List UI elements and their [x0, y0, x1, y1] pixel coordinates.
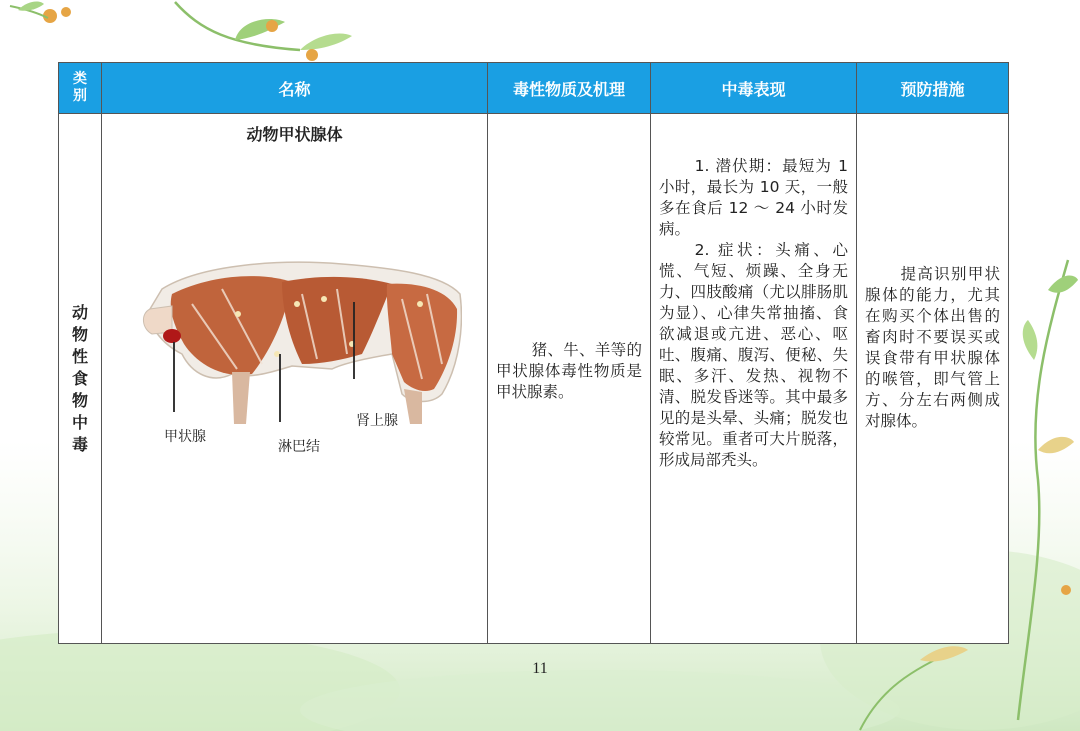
vine-decoration-right — [1008, 250, 1080, 730]
label-thyroid: 甲状腺 — [164, 429, 206, 445]
prevention-text: 提高识别甲状腺体的能力，尤其在购买个体出售的畜肉时不要误买或误食带有甲状腺体的喉管，即气管上方、分左右两侧成对腺体。 — [865, 265, 1000, 430]
category-cell — [59, 114, 102, 644]
table-row — [59, 114, 1009, 644]
name-title: 动物甲状腺体 — [246, 125, 343, 144]
pig-head — [143, 306, 172, 334]
label-adrenal: 肾上腺 — [356, 413, 398, 429]
prevention-cell — [857, 114, 1009, 644]
thyroid-marker — [163, 329, 181, 343]
header-symptoms: 中毒表现 — [651, 63, 857, 114]
pig-anatomy-figure — [142, 254, 462, 444]
vine-decoration-top — [0, 0, 380, 62]
name-cell — [102, 114, 488, 644]
header-prevention: 预防措施 — [857, 63, 1009, 114]
label-lymph: 淋巴结 — [278, 439, 320, 455]
symptom-incubation: 1. 潜伏期：最短为 1 小时，最长为 10 天，一般多在食后 12 ～ 24 小时发病。 — [659, 157, 848, 238]
vine-decoration-bottom — [850, 640, 990, 731]
front-leg — [232, 372, 250, 424]
toxin-text: 猪、牛、羊等的甲状腺体毒性物质是甲状腺素。 — [496, 341, 642, 401]
table-header-row — [59, 63, 1009, 114]
poisoning-info-table — [58, 62, 1009, 644]
symptom-signs: 2. 症状：头痛、心慌、气短、烦躁、全身无力、四肢酸痛（尤以腓肠肌为显）、心律失常抽搐、食欲减退或亢进、恶心、呕吐、腹痛、腹泻、便秘、失眠、多汗、发热、视物不清、脱发昏迷等。其中最多见的是头晕、头痛；脱发也较常见。重者可大片脱落，形成局部秃头。 — [659, 241, 848, 469]
symptoms-text — [651, 114, 856, 471]
header-category: 类别 — [59, 63, 102, 114]
page-number: 11 — [532, 660, 548, 677]
category-text: 动物性食物中毒 — [71, 302, 88, 454]
hind-leg — [404, 389, 422, 424]
header-toxin: 毒性物质及机理 — [488, 63, 651, 114]
toxin-cell — [488, 114, 651, 644]
symptoms-cell — [651, 114, 857, 644]
header-name: 名称 — [102, 63, 488, 114]
